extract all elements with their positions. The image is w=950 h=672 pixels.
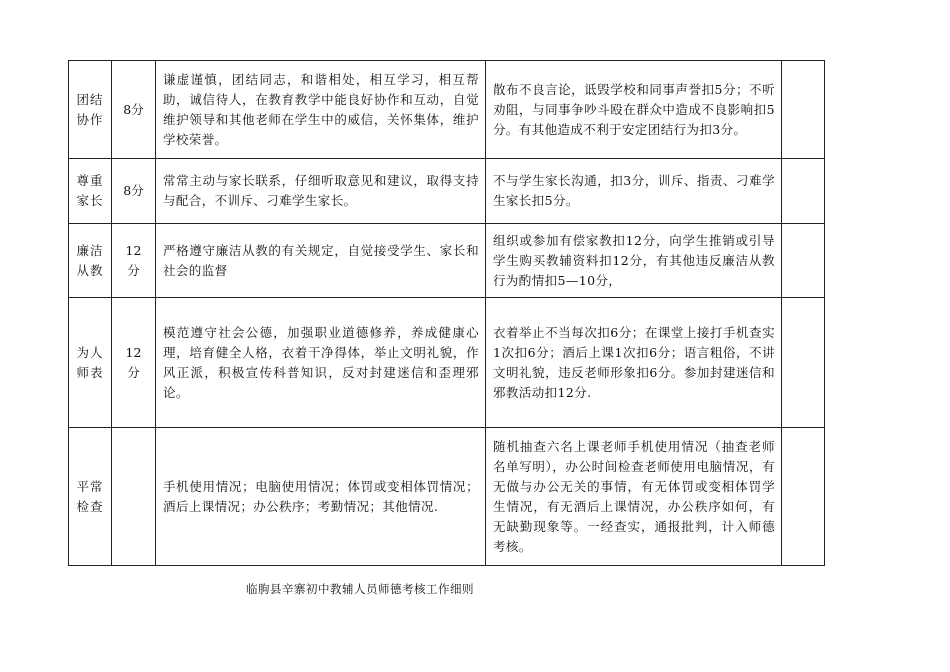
category-cell (69, 428, 112, 566)
deduction-cell: 不与学生家长沟通，扣3分，训斥、指责、刁难学生家长扣5分。 (486, 159, 782, 224)
table-row (69, 298, 825, 428)
points-line: 8分 (123, 101, 144, 117)
category-cell (69, 61, 112, 159)
category-cell (69, 224, 112, 298)
category-line: 廉洁 (76, 242, 104, 258)
category-cell (69, 159, 112, 224)
blank-cell (782, 159, 825, 224)
deduction-cell: 散布不良言论，诋毁学校和同事声誉扣5分；不听劝阻，与同事争吵斗殴在群众中造成不良影响扣5分。有其他造成不利于安定团结行为扣3分。 (486, 61, 782, 159)
points-cell (112, 224, 156, 298)
points-line: 8分 (123, 183, 144, 198)
category-line: 团结 (76, 91, 104, 107)
points-cell (112, 61, 156, 159)
deduction-cell: 组织或参加有偿家教扣12分，向学生推销或引导学生购买教辅资料扣12分，有其他违反廉洁从教行为酌情扣5—10分， (486, 224, 782, 298)
deduction-cell: 衣着举止不当每次扣6分；在课堂上接打手机查实1次扣6分；酒后上课1次扣6分；语言粗俗，不讲文明礼貌，违反老师形象扣6分。参加封建迷信和邪教活动扣12分. (486, 298, 782, 428)
points-line: 分 (127, 364, 140, 380)
category-line: 家长 (76, 193, 104, 208)
points-cell (112, 428, 156, 566)
blank-cell (782, 224, 825, 298)
category-line: 协作 (76, 111, 104, 127)
document-footer-title: 临朐县辛寨初中教辅人员师德考核工作细则 (246, 582, 474, 596)
blank-cell (782, 61, 825, 159)
points-line: 分 (127, 262, 140, 278)
table-row (69, 224, 825, 298)
assessment-table (68, 60, 825, 566)
table-row (69, 159, 825, 224)
points-line: 12 (125, 344, 142, 360)
category-line: 为人 (76, 344, 104, 360)
table-row (69, 428, 825, 566)
category-line: 从教 (76, 262, 104, 278)
points-cell (112, 159, 156, 224)
category-line: 平常 (76, 478, 104, 494)
table-row (69, 61, 825, 159)
category-line: 尊重 (76, 173, 104, 188)
points-cell (112, 298, 156, 428)
standard-cell: 常常主动与家长联系，仔细听取意见和建议，取得支持与配合，不训斥、刁难学生家长。 (156, 159, 486, 224)
category-cell (69, 298, 112, 428)
standard-cell: 严格遵守廉洁从教的有关规定，自觉接受学生、家长和社会的监督 (156, 224, 486, 298)
blank-cell (782, 298, 825, 428)
standard-cell: 谦虚谨慎，团结同志，和谐相处，相互学习，相互帮助，诚信待人，在教育教学中能良好协作和互动，自觉维护领导和其他老师在学生中的威信，关怀集体，维护学校荣誉。 (156, 61, 486, 159)
blank-cell (782, 428, 825, 566)
standard-cell: 手机使用情况；电脑使用情况；体罚或变相体罚情况；酒后上课情况；办公秩序；考勤情况；其他情况. (156, 428, 486, 566)
category-line: 师表 (76, 364, 104, 380)
standard-cell: 模范遵守社会公德，加强职业道德修养，养成健康心理，培育健全人格，衣着干净得体，举止文明礼貌，作风正派，积极宣传科普知识，反对封建迷信和歪理邪论。 (156, 298, 486, 428)
points-line: 12 (125, 242, 142, 258)
category-line: 检查 (76, 498, 104, 514)
deduction-cell: 随机抽查六名上课老师手机使用情况（抽查老师名单写明），办公时间检查老师使用电脑情况，有无做与办公无关的事情，有无体罚或变相体罚学生情况，有无酒后上课情况，办公秩序如何，有无缺勤现象等。一经查实，通报批判，计入师德考核。 (486, 428, 782, 566)
